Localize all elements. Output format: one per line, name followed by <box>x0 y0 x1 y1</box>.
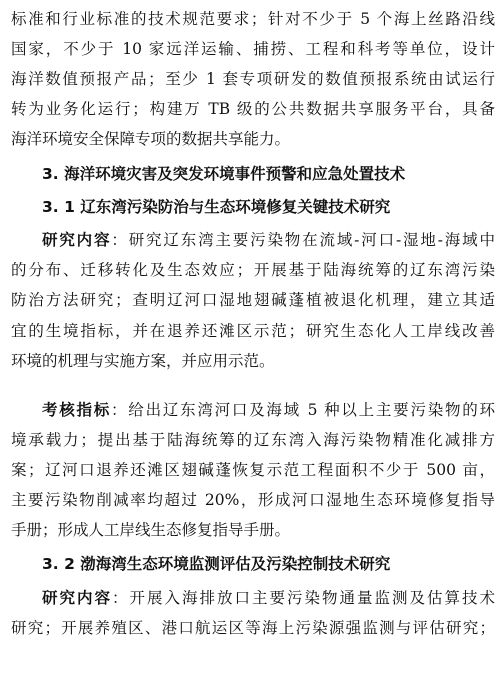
paragraph-line: 海洋环境安全保障专项的数据共享能力。 <box>11 130 291 148</box>
assessment-text: ：给出辽东湾河口及海域 5 种以上主要污染物的环 <box>111 401 495 419</box>
paragraph-line: 手册；形成人工岸线生态修复指导手册。 <box>11 521 291 539</box>
assessment-line <box>42 397 495 424</box>
paragraph-line: 宜的生境指标，并在退养还滩区示范；研究生态化人工岸线改善 <box>11 322 495 340</box>
paragraph-line: 海洋数值预报产品；至少 1 套专项研发的数值预报系统由试运行 <box>11 70 495 88</box>
paragraph-line: 案；辽河口退养还滩区翅碱蓬恢复示范工程面积不少于 500 亩， <box>11 461 495 479</box>
assessment-label: 考核指标 <box>42 401 112 419</box>
research-content-label: 研究内容 <box>42 231 112 249</box>
section-heading: 3. 海洋环境灾害及突发环境事件预警和应急处置技术 <box>42 165 406 183</box>
paragraph-line: 防治方法研究；查明辽河口湿地翅碱蓬植被退化机理，建立其适 <box>11 291 495 309</box>
research-content-text: ：开展入海排放口主要污染物通量监测及估算技术 <box>112 589 495 607</box>
subsection-heading: 3. 2 渤海湾生态环境监测评估及污染控制技术研究 <box>42 555 391 573</box>
paragraph-line: 的分布、迁移转化及生态效应；开展基于陆海统筹的辽东湾污染 <box>11 261 495 279</box>
paragraph-line: 标准和行业标准的技术规范要求；针对不少于 5 个海上丝路沿线 <box>11 10 495 28</box>
paragraph-line: 主要污染物削减率均超过 20%，形成河口湿地生态环境修复指导 <box>11 491 495 509</box>
paragraph-line: 转为业务化运行；构建万 TB 级的公共数据共享服务平台，具备 <box>11 100 495 118</box>
subsection-heading: 3. 1 辽东湾污染防治与生态环境修复关键技术研究 <box>42 198 391 216</box>
paragraph-line: 环境的机理与实施方案，并应用示范。 <box>11 352 275 370</box>
research-content-line <box>42 227 495 254</box>
paragraph-line: 境承载力；提出基于陆海统筹的辽东湾入海污染物精准化减排方 <box>11 431 495 449</box>
research-content-line <box>42 585 495 612</box>
research-content-label: 研究内容 <box>42 589 112 607</box>
research-content-text: ：研究辽东湾主要污染物在流域-河口-湿地-海域中 <box>111 231 495 249</box>
paragraph-line: 研究；开展养殖区、港口航运区等海上污染源强监测与评估研究； <box>11 619 495 637</box>
paragraph-line: 国家，不少于 10 家远洋运输、捕捞、工程和科考等单位，设计 <box>11 40 495 58</box>
